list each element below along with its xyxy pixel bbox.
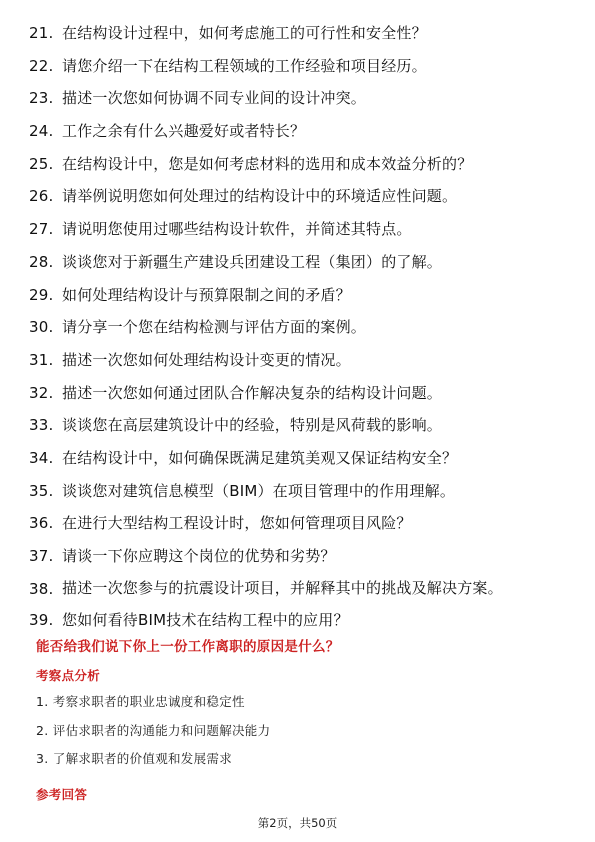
question-number: 32. — [29, 383, 54, 402]
question-number: 25. — [29, 154, 54, 173]
list-item — [29, 545, 569, 567]
question-number: 28. — [29, 252, 54, 271]
list-item — [29, 382, 569, 404]
question-text: 在进行大型结构工程设计时，您如何管理项目风险？ — [62, 514, 412, 533]
list-item — [29, 251, 569, 273]
question-text: 谈谈您对于新疆生产建设兵团建设工程（集团）的了解。 — [62, 252, 443, 271]
question-number: 23. — [29, 89, 54, 108]
analysis-point: 1. 考察求职者的职业忠诚度和稳定性 — [36, 694, 245, 709]
list-item — [29, 316, 569, 338]
question-number: 30. — [29, 318, 54, 337]
section-question-heading: 能否给我们说下你上一份工作离职的原因是什么？ — [36, 639, 340, 655]
analysis-heading: 考察点分析 — [36, 668, 101, 683]
question-text: 在结构设计过程中，如何考虑施工的可行性和安全性？ — [62, 24, 427, 42]
page-number-footer: 第2页，共50页 — [257, 816, 338, 830]
question-number: 31. — [29, 350, 54, 369]
question-number: 24. — [29, 122, 54, 141]
question-number: 22. — [29, 56, 54, 75]
analysis-point: 2. 评估求职者的沟通能力和问题解决能力 — [36, 722, 271, 738]
question-text: 在结构设计中，您是如何考虑材料的选用和成本效益分析的？ — [62, 154, 473, 173]
question-number: 34. — [29, 448, 54, 467]
list-item — [29, 512, 569, 534]
list-item — [29, 22, 569, 44]
list-item — [29, 578, 569, 600]
question-text: 谈谈您在高层建筑设计中的经验，特别是风荷载的影响。 — [62, 416, 443, 435]
question-text: 请举例说明您如何处理过的结构设计中的环境适应性问题。 — [62, 187, 458, 206]
list-item — [29, 414, 569, 436]
question-text: 如何处理结构设计与预算限制之间的矛盾？ — [62, 285, 351, 304]
question-number: 27. — [29, 220, 54, 239]
question-number: 35. — [29, 481, 54, 500]
question-text: 工作之余有什么兴趣爱好或者特长？ — [62, 122, 306, 141]
list-item — [29, 447, 569, 469]
question-text: 在结构设计中，如何确保既满足建筑美观又保证结构安全？ — [62, 448, 458, 467]
analysis-points — [36, 692, 270, 778]
question-text: 描述一次您如何协调不同专业间的设计冲突。 — [62, 89, 367, 108]
question-number: 37. — [29, 547, 54, 565]
question-text: 您如何看待BIM技术在结构工程中的应用？ — [62, 610, 349, 629]
question-text: 描述一次您如何通过团队合作解决复杂的结构设计问题。 — [62, 383, 443, 402]
question-number: 39. — [29, 610, 54, 629]
list-item — [29, 185, 569, 207]
question-number: 26. — [29, 187, 54, 206]
question-text: 请谈一下你应聘这个岗位的优势和劣势？ — [62, 547, 336, 565]
question-text: 描述一次您如何处理结构设计变更的情况。 — [62, 350, 351, 369]
list-item — [29, 349, 569, 371]
question-text: 谈谈您对建筑信息模型（BIM）在项目管理中的作用理解。 — [62, 481, 456, 500]
question-text: 请分享一个您在结构检测与评估方面的案例。 — [62, 318, 367, 337]
question-number: 33. — [29, 416, 54, 435]
list-item — [29, 55, 569, 77]
question-text: 请说明您使用过哪些结构设计软件，并简述其特点。 — [62, 220, 412, 239]
list-item — [29, 120, 569, 142]
question-number: 29. — [29, 285, 54, 304]
question-number: 21. — [29, 24, 54, 42]
list-item — [29, 87, 569, 109]
list-item — [29, 480, 569, 502]
question-text: 请您介绍一下在结构工程领域的工作经验和项目经历。 — [62, 56, 427, 75]
question-text: 描述一次您参与的抗震设计项目，并解释其中的挑战及解决方案。 — [62, 578, 503, 597]
list-item — [29, 218, 569, 240]
list-item — [29, 153, 569, 175]
question-number: 36. — [29, 514, 54, 533]
list-item — [29, 609, 569, 631]
analysis-point: 3. 了解求职者的价值观和发展需求 — [36, 751, 233, 766]
reference-answer-heading: 参考回答 — [36, 787, 88, 802]
question-list — [29, 22, 569, 641]
question-number: 38. — [29, 579, 54, 598]
list-item — [29, 284, 569, 306]
